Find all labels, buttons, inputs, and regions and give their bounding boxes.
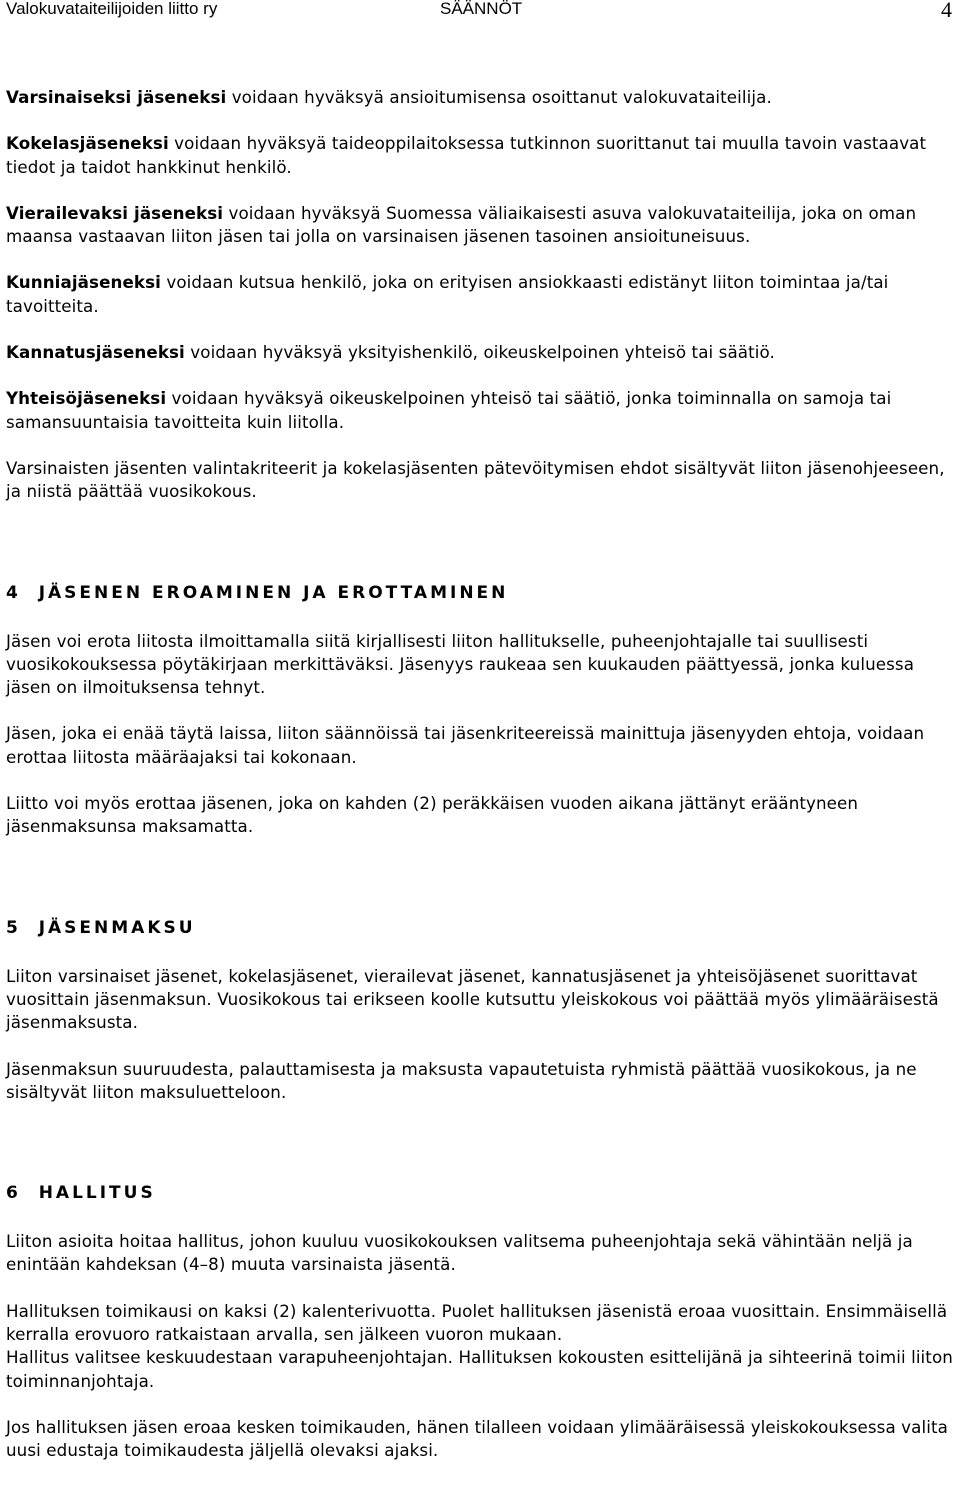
membership-honorary (6, 271, 956, 318)
board-term-line: Hallituksen toimikausi on kaksi (2) kalenterivuotta. Puolet hallituksen jäsenistä eroaa vuosittain. Ensimmäisellä kerralla erovuoro ratkaistaan arvalla, sen jälkeen vuoron mukaan. (6, 1300, 948, 1345)
section-4-paragraph: Jäsen voi erota liitosta ilmoittamalla siitä kirjallisesti liiton hallitukselle, puheenjohtajalle tai suullisesti vuosikokouksessa pöytäkirjaan merkittäväksi. Jäsenyys raukeaa sen kuukauden päättyessä, jonka kuluessa jäsen on ilmoituksensa tehnyt. (6, 630, 915, 698)
membership-regular (6, 86, 956, 109)
header-document-title: SÄÄNNÖT (440, 0, 523, 18)
membership-term: Vierailevaksi jäseneksi (6, 202, 224, 223)
section-6-paragraph: Liiton asioita hoitaa hallitus, johon kuuluu vuosikokouksen valitsema puheenjohtaja sekä vähintään neljä ja enintään kahdeksan (4–8) muuta varsinaista jäsentä. (6, 1231, 913, 1275)
section-number: 4 (6, 582, 21, 603)
section-spacer (6, 527, 956, 582)
membership-term: Kokelasjäseneksi (6, 133, 169, 154)
membership-text: voidaan hyväksyä ansioitumisensa osoittanut valokuvataiteilija. (226, 87, 772, 107)
membership-term: Kunniajäseneksi (6, 272, 161, 293)
section-6-paragraph: Jos hallituksen jäsen eroaa kesken toimikauden, hänen tilalleen voidaan ylimääräisessä yleiskokouksessa valita uusi edustaja toimikaudesta jäljellä olevaksi ajaksi. (6, 1416, 948, 1461)
section-6-board-term (6, 1300, 956, 1393)
membership-text: voidaan hyväksyä taideoppilaitoksessa tutkinnon suorittanut tai muulla tavoin vastaavat tiedot ja taidot hankkinut henkilö. (6, 133, 927, 177)
section-number: 6 (6, 1183, 21, 1204)
section-5-paragraph: Liiton varsinaiset jäsenet, kokelasjäsenet, vierailevat jäsenet, kannatusjäsenet ja yhteisöjäsenet suorittavat vuosittain jäsenmaksun. Vuosikokous tai erikseen koolle kutsuttu yleiskokous voi päättää myös ylimääräisestä jäsenmaksusta. (6, 965, 939, 1033)
section-title: JÄSENEN EROAMINEN JA EROTTAMINEN (38, 582, 509, 603)
membership-text: voidaan hyväksyä yksityishenkilö, oikeuskelpoinen yhteisö tai säätiö. (184, 342, 775, 363)
membership-term: Varsinaiseksi jäseneksi (6, 87, 227, 107)
section-spacer (6, 1127, 956, 1182)
page-header (0, 0, 960, 30)
membership-visiting (6, 202, 956, 249)
board-term-line: Hallitus valitsee keskuudestaan varapuheenjohtajan. Hallituksen kokousten esittelijänä ja sihteerinä toimii liiton toiminnanjohtaja. (6, 1347, 953, 1391)
membership-candidate (6, 132, 956, 179)
membership-text: voidaan kutsua henkilö, joka on erityisen ansiokkaasti edistänyt liiton toimintaa ja/tai tavoitteita. (6, 272, 889, 316)
section-spacer (6, 862, 956, 917)
section-title: JÄSENMAKSU (38, 917, 196, 938)
section-heading-6 (6, 1182, 956, 1205)
membership-term: Kannatusjäseneksi (6, 342, 185, 363)
membership-text: voidaan hyväksyä Suomessa väliaikaisesti asuva valokuvataiteilija, joka on oman maansa vastaavan liiton jäsen tai jolla on varsinaisen jäsenen tasoinen ansioituneisuus. (6, 202, 917, 247)
section-heading-4 (6, 582, 956, 605)
membership-closing: Varsinaisten jäsenten valintakriteerit ja kokelasjäsenten pätevöitymisen ehdot sisältyvät liiton jäsenohjeeseen, ja niistä päättää vuosikokous. (6, 457, 945, 502)
document-body (6, 86, 956, 1486)
membership-term: Yhteisöjäseneksi (6, 388, 167, 409)
membership-text: voidaan hyväksyä oikeuskelpoinen yhteisö tai säätiö, jonka toiminnalla on samoja tai samansuuntaisia tavoitteita kuin liitolla. (6, 388, 892, 432)
membership-supporting (6, 341, 956, 364)
section-number: 5 (6, 917, 21, 938)
section-4-paragraph: Jäsen, joka ei enää täytä laissa, liiton säännöissä tai jäsenkriteereissä mainittuja jäsenyyden ehtoja, voidaan erottaa liitosta määräajaksi tai kokonaan. (6, 723, 925, 767)
header-page-number: 4 (941, 0, 952, 22)
section-heading-5 (6, 917, 956, 940)
section-5-paragraph: Jäsenmaksun suuruudesta, palauttamisesta ja maksusta vapautetuista ryhmistä päättää vuosikokous, ja ne sisältyvät liiton maksuluetteloon. (6, 1058, 917, 1102)
section-title: HALLITUS (38, 1183, 156, 1204)
section-4-paragraph: Liitto voi myös erottaa jäsenen, joka on kahden (2) peräkkäisen vuoden aikana jättänyt erääntyneen jäsenmaksunsa maksamatta. (6, 793, 859, 837)
header-organization: Valokuvataiteilijoiden liitto ry (6, 0, 218, 18)
membership-community (6, 387, 956, 434)
